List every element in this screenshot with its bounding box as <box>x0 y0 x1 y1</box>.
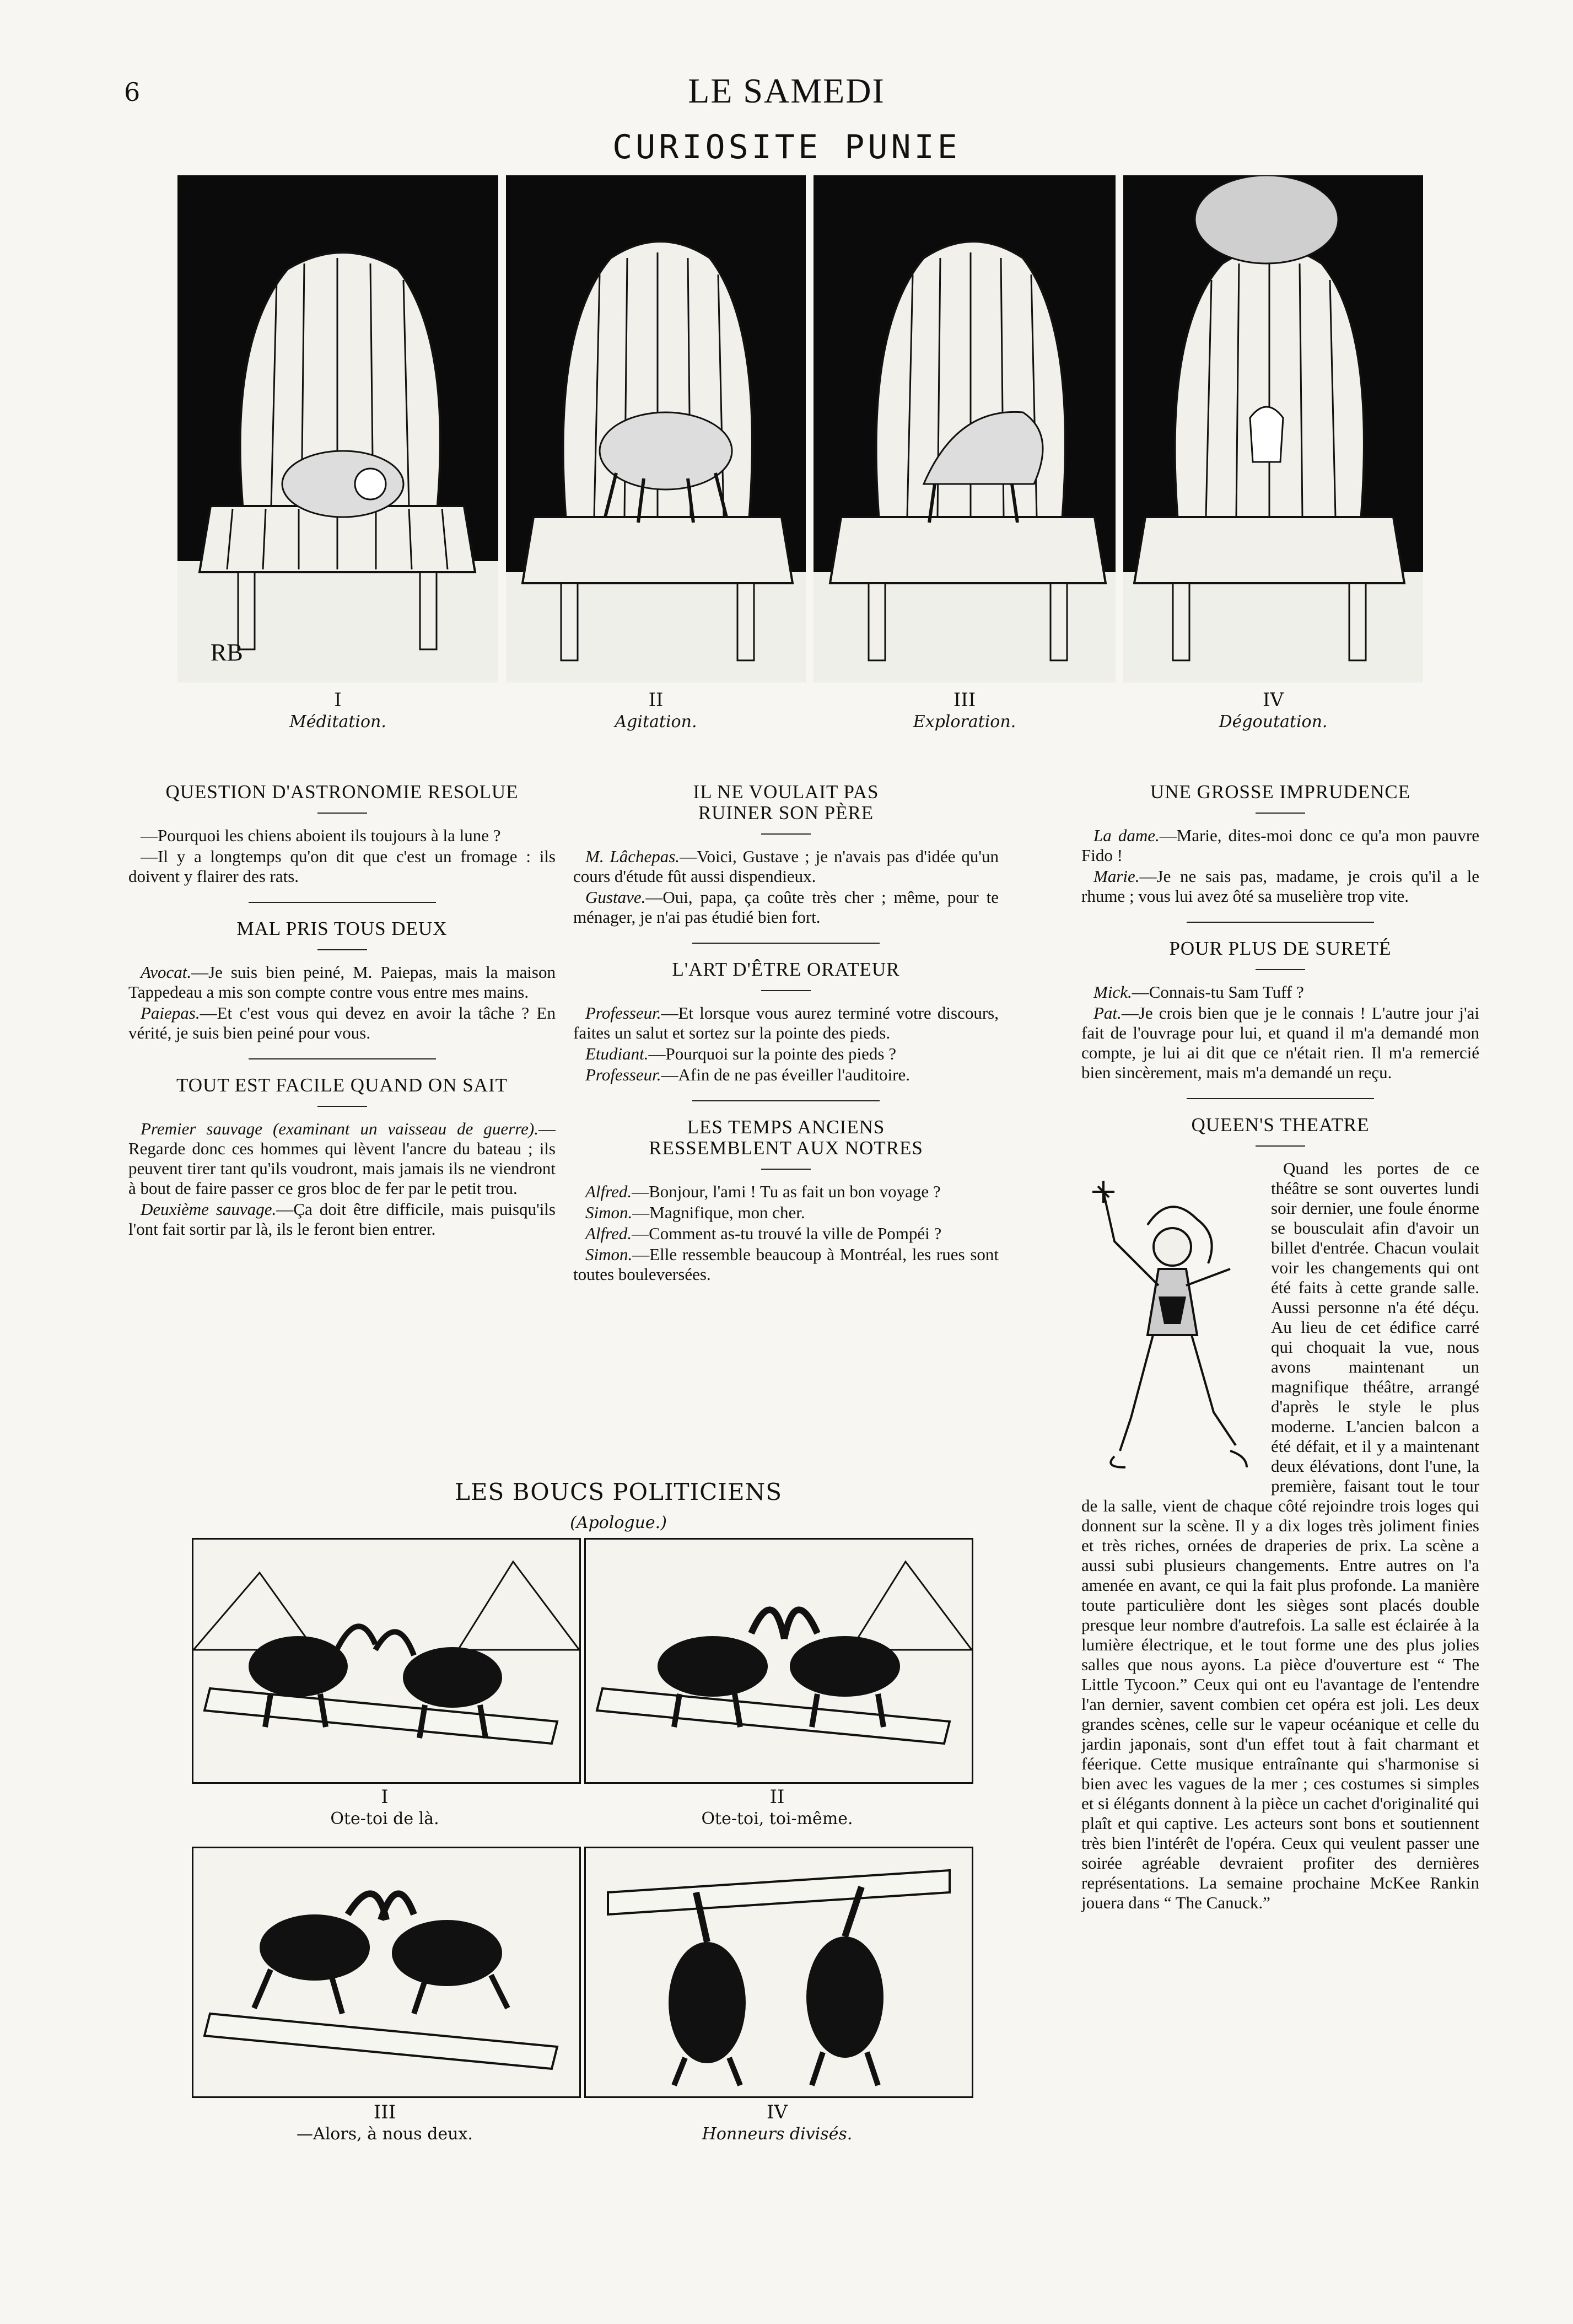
divider <box>317 949 367 950</box>
dialogue-text: —Magnifique, mon cher. <box>632 1203 805 1222</box>
theatre-article <box>1081 1159 1479 1913</box>
divider <box>1256 813 1305 814</box>
speaker: Gustave. <box>585 887 646 907</box>
jester-icon <box>1081 1159 1263 1489</box>
goat-panel-4 <box>584 1847 973 2098</box>
speaker: La dame. <box>1093 826 1160 845</box>
comic-panel-1-caption: Méditation. <box>289 712 386 731</box>
article-title: L'ART D'ÊTRE ORATEUR <box>672 959 900 980</box>
armchair-dog-sleeping-illustration <box>177 175 498 682</box>
article-title: UNE GROSSE IMPRUDENCE <box>1150 781 1411 803</box>
article-text: —Pourquoi les chiens aboient ils toujours à la lune ? <box>141 826 501 845</box>
dialogue-text: —Ça doit être difficile, mais puisqu'ils l'ont fait sortir par là, ils le feront bien entrer. <box>128 1199 556 1239</box>
speaker: Deuxième sauvage. <box>141 1199 277 1219</box>
article-body: Quand les portes de ce théâtre se sont ouvertes lundi soir dernier, une foule énorme se bousculait afin d'avoir un billet d'entrée. Chacun voulait voir les changements qui ont été faits à cette grande salle. Aussi personne n'a été déçu. Au lieu de cet édifice carré qui choquait la vue, nous avons maintenant un magnifique théâtre, arrangé d'après le style le plus moderne. L'ancien balcon a été défait, et il y a maintenant deux élévations, dont l'une, la première, faisant tout le tour de la salle, vient de chaque côté rejoindre trois loges qui donnent sur la scène. Il y a dix loges très joliment finies et très riches, ornées de draperies de prix. La scène a aussi subi plusieurs changements. Entre autres on l'a amenée en avant, ce qui la fait plus profonde. La manière toute particulière dont les sièges sont placés double presque leur nombre d'autrefois. La salle est éclairée à la lumière électrique, et le tout forme une des plus jolies salles que nous ayons. La pièce d'ouverture est “ The Little Tycoon.” Ceux qui ont eu l'avantage de l'entendre l'an dernier, savent combien cet opéra est joli. Les deux grandes scènes, celle sur le vapeur océanique et celle du jardin japonais, sont d'un effet tout à fait charmant et féerique. Cette musique entraînante qui s'harmonise si bien avec les vagues de la mer ; ces costumes si simples et si élégants donnent à la pièce un cachet d'originalité qui plaît et qui captive. Les acteurs sont bons et soutiennent très bien l'intérêt de l'opéra. Ceux qui veulent passer une soirée agréable devraient profiter des dernières représentations. La semaine prochaine McKee Rankin jouera dans “ The Canuck.” <box>1081 1159 1479 1912</box>
comic-panel-4 <box>1123 175 1423 682</box>
dialogue-text: —Marie, dites-moi donc ce qu'a mon pauvre Fido ! <box>1081 826 1480 865</box>
comic-panel-2-caption: Agitation. <box>615 712 697 731</box>
goats-subtitle: (Apologue.) <box>570 1513 667 1532</box>
middle-column <box>573 782 999 1285</box>
dialogue-text: —Oui, papa, ça coûte très cher ; même, pour te ménager, je n'ai pas étudié bien fort. <box>573 887 999 927</box>
article-text: —Il y a longtemps qu'on dit que c'est un fromage : ils doivent y flairer des rats. <box>128 847 556 886</box>
article-title: QUESTION D'ASTRONOMIE RESOLUE <box>165 781 519 803</box>
goat-panel-3-number: III <box>373 2101 396 2123</box>
comic-panel-4-number: IV <box>1263 689 1284 711</box>
page-number: 6 <box>124 77 141 107</box>
speaker: Etudiant. <box>585 1044 649 1063</box>
speaker: Alfred. <box>585 1182 632 1201</box>
speaker: Professeur. <box>585 1065 661 1084</box>
dialogue-text: —Elle ressemble beaucoup à Montréal, les rues sont toutes bouleversées. <box>573 1245 999 1284</box>
goat-panel-3 <box>192 1847 581 2098</box>
goats-title: LES BOUCS POLITICIENS <box>454 1478 783 1505</box>
dialogue-text: —Afin de ne pas éveiller l'auditoire. <box>661 1065 910 1084</box>
dialogue-text: —Comment as-tu trouvé la ville de Pompéi ? <box>632 1224 942 1243</box>
dialogue-text: —Regarde donc ces hommes qui lèvent l'ancre du bateau ; ils peuvent tirer tant qu'ils voudront, mais jamais ils ne viendront à bout de faire passer ce gros bloc de fer par le petit trou. <box>128 1119 556 1198</box>
comic-title: CURIOSITE PUNIE <box>612 128 961 166</box>
speaker: Professeur. <box>585 1003 661 1023</box>
armchair-dog-agitated-illustration <box>506 175 806 682</box>
comic-panel-3-caption: Exploration. <box>913 712 1016 731</box>
divider <box>249 902 436 903</box>
left-column <box>128 782 556 1240</box>
article-title: TOUT EST FACILE QUAND ON SAIT <box>176 1074 508 1096</box>
speaker: Pat. <box>1093 1003 1122 1023</box>
dialogue-text: —Pourquoi sur la pointe des pieds ? <box>648 1044 896 1063</box>
speaker: Mick. <box>1093 982 1132 1002</box>
divider <box>317 1106 367 1107</box>
speaker: Alfred. <box>585 1224 632 1243</box>
divider <box>1256 969 1305 970</box>
article-title: QUEEN'S THEATRE <box>1191 1114 1370 1136</box>
article-title: IL NE VOULAIT PAS RUINER SON PÈRE <box>693 781 879 824</box>
right-column <box>1081 782 1479 1913</box>
divider <box>249 1058 436 1059</box>
divider <box>761 833 811 835</box>
speaker: Simon. <box>585 1203 633 1222</box>
dialogue-text: —Je suis bien peiné, M. Paiepas, mais la maison Tappedeau a mis son compte contre vous entre mes mains. <box>128 962 556 1002</box>
goats-falling-illustration <box>586 1848 972 2096</box>
dialogue-text: —Voici, Gustave ; je n'avais pas d'idée qu'un cours d'étude fût aussi dispendieux. <box>573 847 999 886</box>
goat-panel-3-caption: —Alors, à nous deux. <box>297 2124 473 2144</box>
speaker: M. Lâchepas. <box>585 847 680 866</box>
dialogue-text: —Bonjour, l'ami ! Tu as fait un bon voyage ? <box>632 1182 941 1201</box>
divider <box>692 1100 880 1101</box>
goats-fighting-illustration <box>193 1848 579 2096</box>
armchair-dog-exploring-illustration <box>814 175 1116 682</box>
goat-panel-4-number: IV <box>767 2101 788 2123</box>
divider <box>1187 922 1374 923</box>
speaker: Avocat. <box>141 962 192 982</box>
comic-panel-1-number: I <box>334 689 342 711</box>
dialogue-text: —Je ne sais pas, madame, je crois qu'il a le rhume ; vous lui avez ôté sa muselière trop vite. <box>1081 867 1479 906</box>
speaker: Paiepas. <box>141 1003 200 1023</box>
divider <box>317 813 367 814</box>
dialogue-text: —Et lorsque vous aurez terminé votre discours, faites un salut et sortez sur la pointe des pieds. <box>573 1003 999 1042</box>
comic-panel-3 <box>814 175 1116 682</box>
goat-panel-2 <box>584 1538 973 1784</box>
comic-panel-4-caption: Dégoutation. <box>1219 712 1328 731</box>
dialogue-text: —Et c'est vous qui devez en avoir la tâche ? En vérité, je suis bien peiné pour vous. <box>128 1003 556 1042</box>
goat-panel-1-number: I <box>381 1786 389 1808</box>
goat-panel-1-caption: Ote-toi de là. <box>330 1809 439 1828</box>
speaker: Simon. <box>585 1245 633 1264</box>
article-title: LES TEMPS ANCIENS RESSEMBLENT AUX NOTRES <box>649 1116 923 1159</box>
speaker: Premier sauvage (examinant un vaisseau de guerre). <box>141 1119 538 1138</box>
goat-panel-2-number: II <box>769 1786 785 1808</box>
divider <box>1187 1098 1374 1099</box>
speaker: Marie. <box>1093 867 1140 886</box>
divider <box>761 990 811 991</box>
comic-panel-2 <box>506 175 806 682</box>
dialogue-text: —Connais-tu Sam Tuff ? <box>1132 982 1304 1002</box>
dialogue-text: —Je crois bien que je le connais ! L'autre jour j'ai fait de l'ouvrage pour lui, et quand il m'a demandé mon compte, je lui ai dit que ce n'était rien. Il m'a remercié bien sincèrement, mais m'a demandé un reçu. <box>1081 1003 1479 1082</box>
comic-panel-3-number: III <box>953 689 976 711</box>
goats-on-log-illustration <box>193 1540 579 1782</box>
article-title: POUR PLUS DE SURETÉ <box>1169 938 1392 959</box>
armchair-dog-fleeing-illustration <box>1123 175 1423 682</box>
goat-panel-2-caption: Ote-toi, toi-même. <box>701 1809 853 1828</box>
goat-panel-4-caption: Honneurs divisés. <box>702 2124 853 2144</box>
comic-panel-2-number: II <box>648 689 664 711</box>
goats-butting-illustration <box>586 1540 972 1782</box>
masthead: LE SAMEDI <box>688 71 885 110</box>
jester-illustration <box>1081 1159 1263 1489</box>
comic-panel-1 <box>177 175 498 682</box>
divider <box>1256 1145 1305 1147</box>
divider <box>761 1169 811 1170</box>
goat-panel-1 <box>192 1538 581 1784</box>
article-title: MAL PRIS TOUS DEUX <box>236 918 448 939</box>
divider <box>692 943 880 944</box>
signature: RB <box>211 639 243 666</box>
